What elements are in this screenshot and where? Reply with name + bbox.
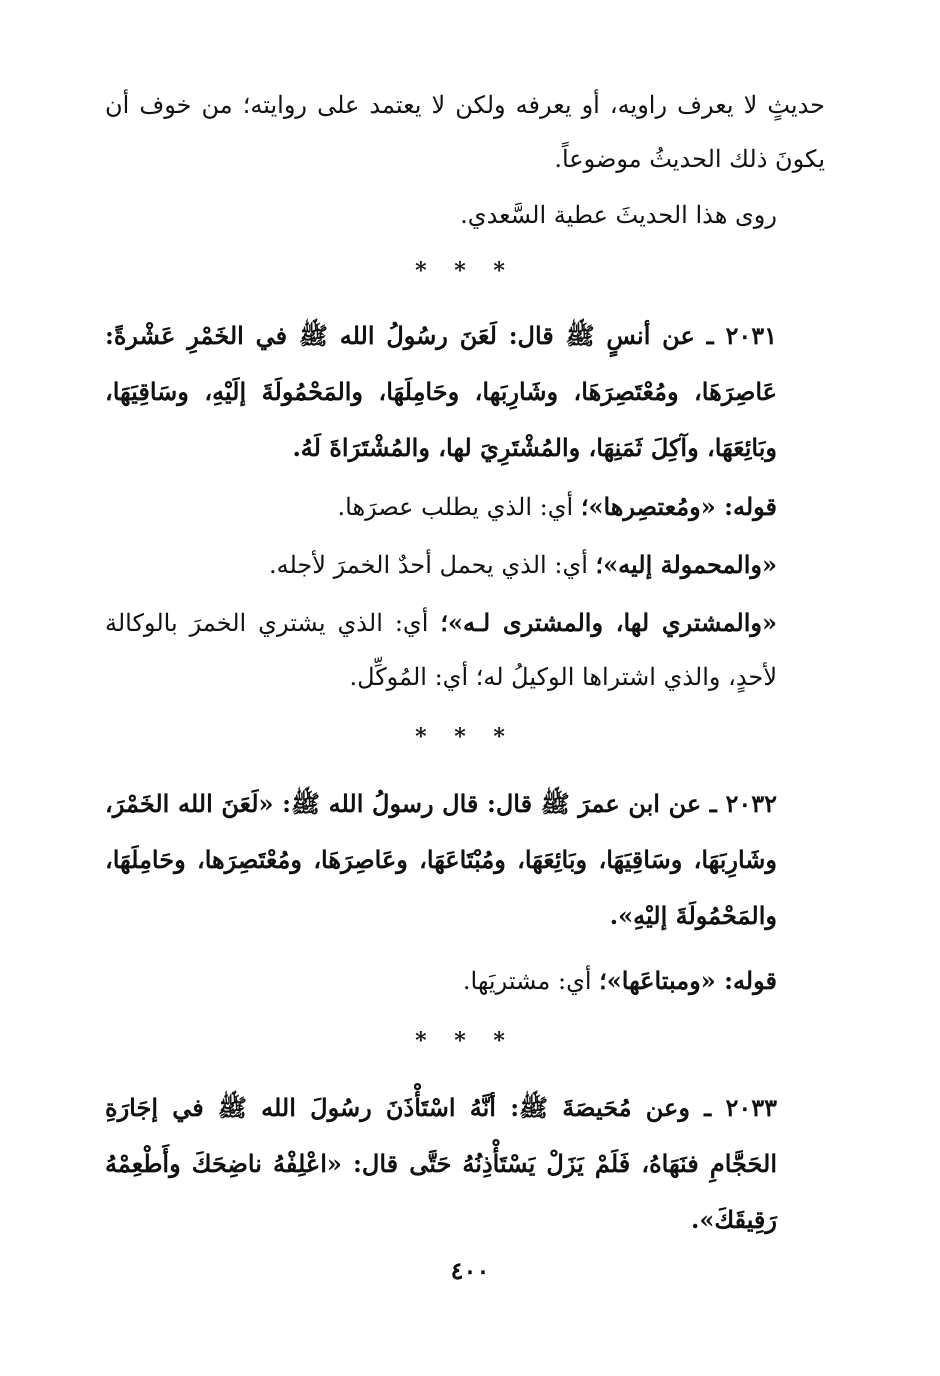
section-separator: * * * xyxy=(415,724,515,750)
hadith-2031-text: ٢٠٣١ ـ عن أنسٍ ﷺ قال: لَعَنَ رسُولُ الله ﷺ في الخَمْرِ عَشْرةً: عَاصِرَهَا، ومُعْتَصِرَهَا، وشَارِبَها، وحَامِلَهَا، والمَحْمُولَةَ إلَيْهِ، وسَاقِيَهَا، وبَائِعَهَا، وآكِلَ ثَمَنِهَا، والمُشْتَرِيَ لها، والمُشْتَرَاةَ لَهُ. xyxy=(105,321,777,462)
note-text: أي: الذي يحمل أحدٌ الخمرَ لأجله. xyxy=(268,551,596,579)
note-label: قوله: «ومُعتصِرها»؛ xyxy=(580,492,777,521)
note-text: أي: الذي يطلب عصرَها. xyxy=(337,493,581,521)
hadith-2031-note-2 xyxy=(105,538,825,592)
section-separator: * * * xyxy=(415,1028,515,1054)
intro-narrator-line: روى هذا الحديثَ عطية السَّعدي. xyxy=(460,201,777,229)
page-number: ٤٠٠ xyxy=(450,1256,490,1285)
hadith-2032-text: ٢٠٣٢ ـ عن ابن عمرَ ﷺ قال: قال رسولُ الله ﷺ: «لَعَنَ الله الخَمْرَ، وشَارِبَهَا، وسَاقِيَهَا، وبَائِعَهَا، ومُبْتَاعَهَا، وعَاصِرَهَا، ومُعْتَصِرَها، وحَامِلَهَا، والمَحْمُولَةَ إليْهِ». xyxy=(105,789,778,930)
page-body xyxy=(105,78,825,1248)
note-label: «والمشتري لها، والمشترى لـه»؛ xyxy=(440,608,777,637)
hadith-2031-note-1 xyxy=(105,480,825,534)
note-text: أي: الذي يشتري الخمرَ بالوكالة لأحدٍ، والذي اشتراها الوكيلُ له؛ أي: المُوكِّل. xyxy=(105,609,777,691)
note-label: قوله: «ومبتاعَها»؛ xyxy=(599,966,777,995)
hadith-2033-text: ٢٠٣٣ ـ وعن مُحَيصَةَ ﷺ: أنَّهُ اسْتَأْذَنَ رسُولَ الله ﷺ في إجَارَةِ الحَجَّامِ فنَهَاهُ، فَلَمْ يَزَلْ يَسْتَأْذِنُهُ حَتَّى قال: «اعْلِفْهُ ناضِحَكَ وأَطْعِمْهُ رَقِيقَكَ». xyxy=(105,1093,777,1234)
note-text: أي: مشتريَها. xyxy=(462,967,600,995)
intro-paragraph: حديثٍ لا يعرف راويه، أو يعرفه ولكن لا يعتمد على روايته؛ من خوف أن يكونَ ذلك الحديثُ موضوعاً. xyxy=(105,91,825,173)
hadith-2032-note-1 xyxy=(105,954,825,1008)
hadith-2031-note-3 xyxy=(105,596,825,704)
section-separator: * * * xyxy=(415,258,515,284)
note-label: «والمحمولة إليه»؛ xyxy=(595,550,777,579)
